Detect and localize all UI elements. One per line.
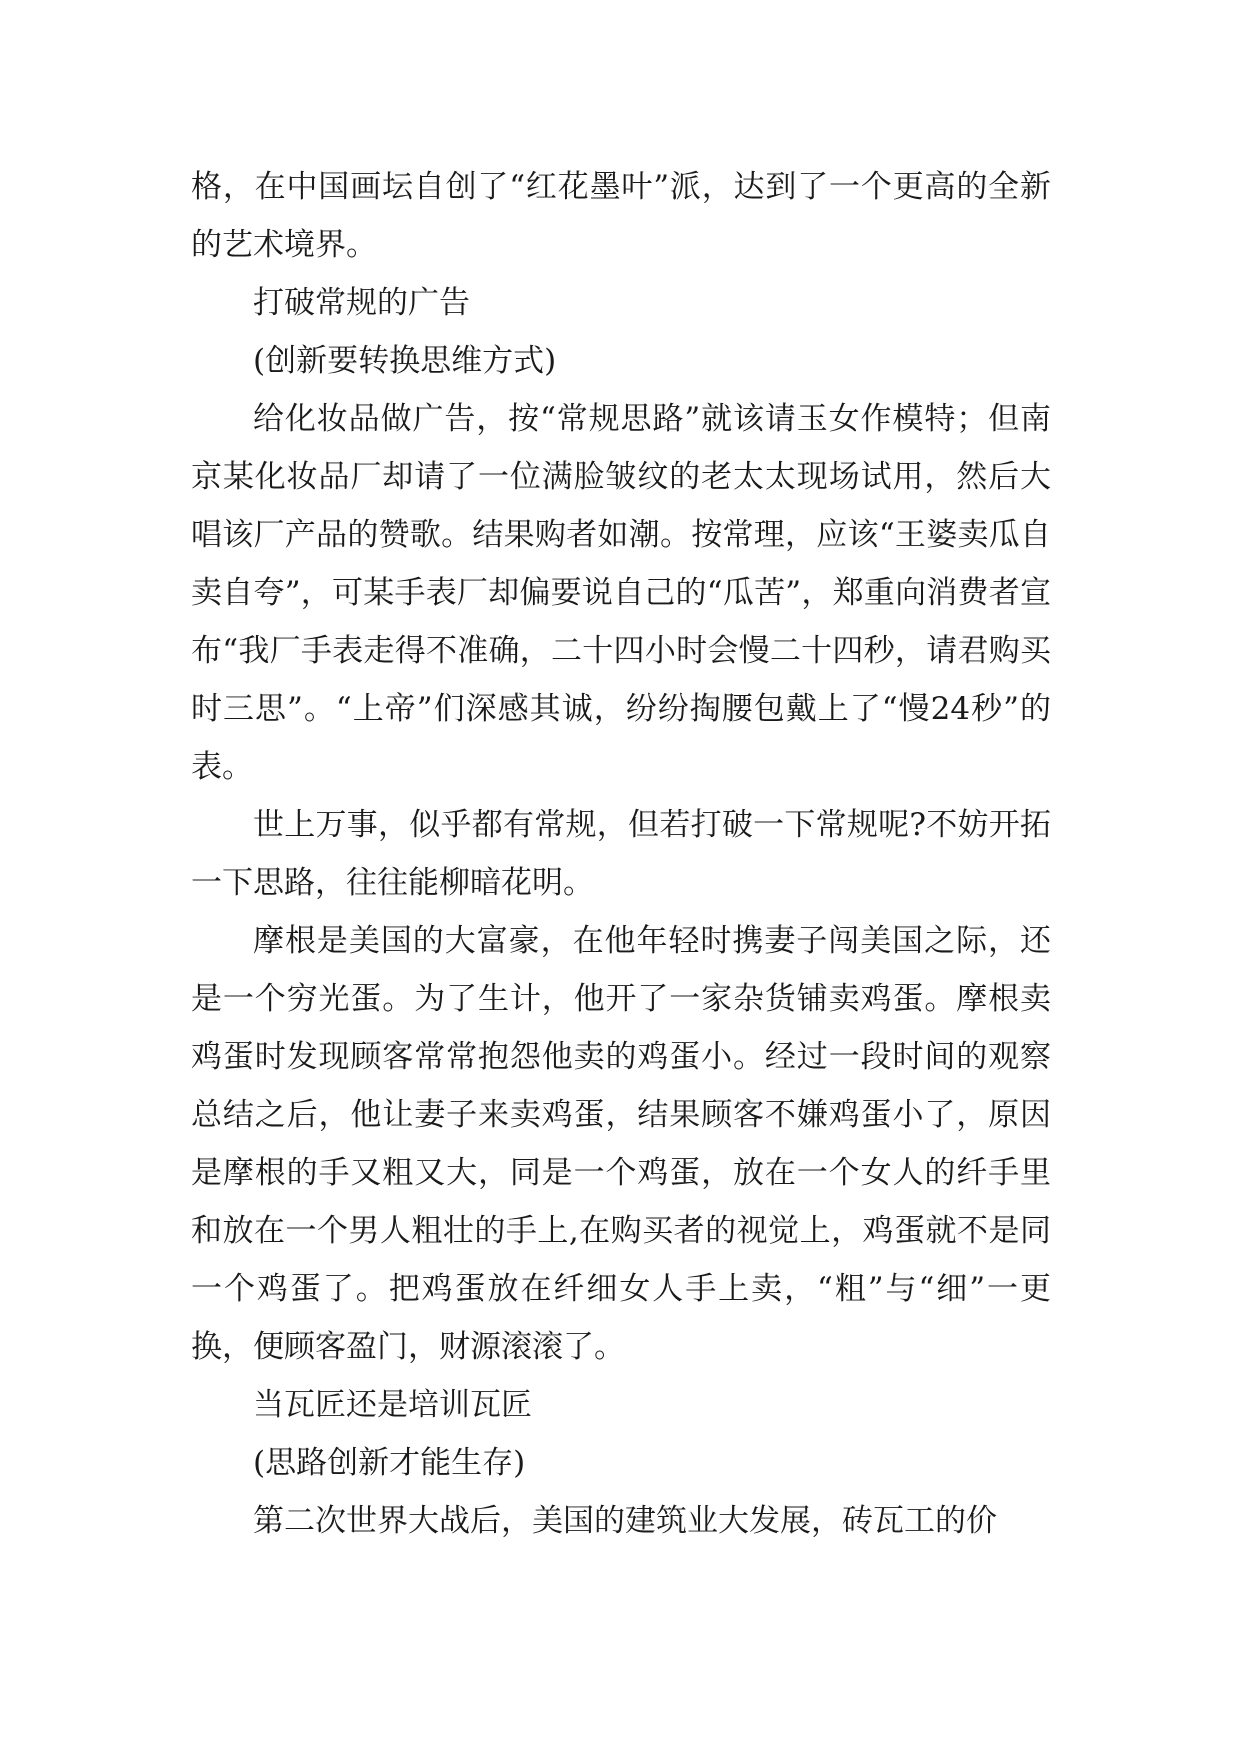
paragraph-continuation: 格，在中国画坛自创了“红花墨叶”派，达到了一个更高的全新的艺术境界。 [191,169,1051,263]
document-body [191,158,1051,1550]
section-subtitle-mason: (思路创新才能生存) [253,1445,526,1481]
paragraph-wwii-construction: 第二次世界大战后，美国的建筑业大发展，砖瓦工的价 [253,1503,997,1539]
paragraph-cosmetics-watch: 给化妆品做广告，按“常规思路”就该请玉女作模特；但南京某化妆品厂却请了一位满脸皱纹的老太太现场试用，然后大唱该厂产品的赞歌。结果购者如潮。按常理，应该“王婆卖瓜自卖自夸”，可某手表厂却偏要说自己的“瓜苦”，郑重向消费者宣布“我厂手表走得不准确，二十四小时会慢二十四秒，请君购买时三思”。“上帝”们深感其诚，纷纷掏腰包戴上了“慢24秒”的表。 [191,401,1051,785]
section-title-mason: 当瓦匠还是培训瓦匠 [253,1387,532,1423]
section-subtitle-ad: (创新要转换思维方式) [253,343,557,379]
paragraph-break-routine: 世上万事，似乎都有常规，但若打破一下常规呢?不妨开拓一下思路，往往能柳暗花明。 [191,807,1051,901]
paragraph-morgan-eggs: 摩根是美国的大富豪，在他年轻时携妻子闯美国之际，还是一个穷光蛋。为了生计，他开了一家杂货铺卖鸡蛋。摩根卖鸡蛋时发现顾客常常抱怨他卖的鸡蛋小。经过一段时间的观察总结之后，他让妻子来卖鸡蛋，结果顾客不嫌鸡蛋小了，原因是摩根的手又粗又大，同是一个鸡蛋，放在一个女人的纤手里和放在一个男人粗壮的手上,在购买者的视觉上，鸡蛋就不是同一个鸡蛋了。把鸡蛋放在纤细女人手上卖，“粗”与“细”一更换，便顾客盈门，财源滚滚了。 [191,923,1051,1365]
section-title-ad: 打破常规的广告 [253,285,470,321]
